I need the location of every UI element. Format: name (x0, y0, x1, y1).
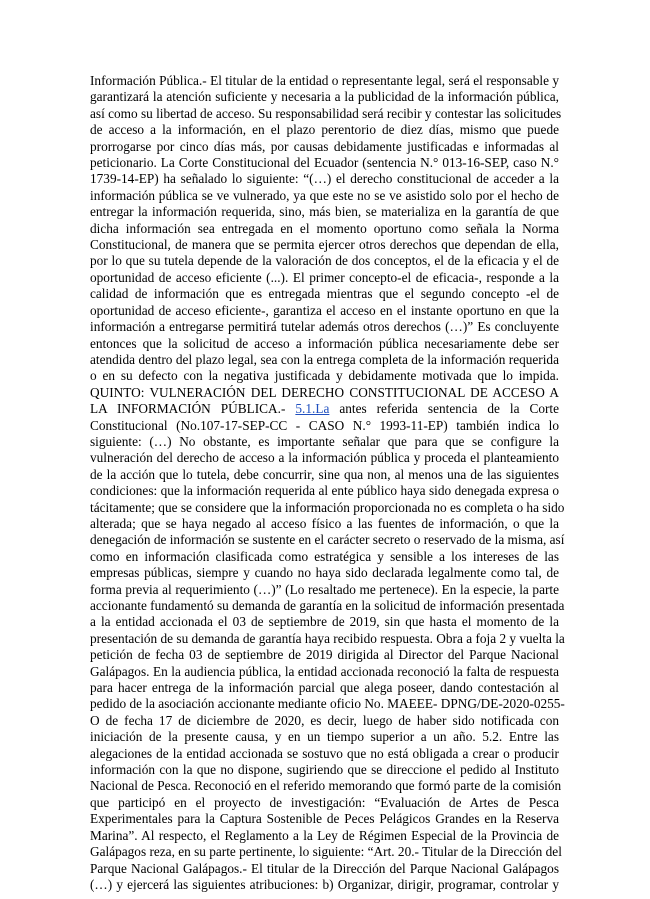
text-line: pedido de la asociación accionante mediante oficio No. MAEEE- DPNG/DE-2020-0255- (90, 696, 565, 712)
text-line: accionante fundamentó su demanda de garantía en la solicitud de información presentada (90, 598, 565, 613)
text-line: calidad de información que es entregada mientras que el segundo concepto -el de (90, 286, 559, 302)
text-line: Galápagos reza, en su parte pertinente, lo siguiente: “Art. 20.- Titular de la Dirección del (90, 844, 562, 860)
text-line: Constitucional (No.107-17-SEP-CC - CASO N.° 1993-11-EP) también indica lo (90, 417, 559, 433)
text-line: Información Pública.- El titular de la entidad o representante legal, será el responsable y (90, 73, 559, 88)
text-line: como en información clasificada como estratégica y sensible a los intereses de las (90, 548, 559, 564)
text-line: información pública se ve vulnerado, ya que este no se ve asistido solo por el hecho de (90, 187, 559, 203)
text-line: entonces que la solicitud de acceso a información pública necesariamente debe ser (90, 335, 559, 351)
text-segment: LA INFORMACIÓN PÚBLICA.- (90, 401, 296, 417)
text-line: oportunidad de acceso eficiente-, garantiza el acceso en el instante oportuno en que la (90, 302, 559, 318)
text-line: Parque Nacional Galápagos.- El titular de la Dirección del Parque Nacional Galápagos (90, 860, 559, 876)
section-link[interactable]: 5.1.La (295, 401, 330, 417)
text-line: condiciones: que la información requerida al ente público haya sido denegada expresa o (90, 483, 559, 499)
text-line: garantizará la atención suficiente y necesaria a la publicidad de la información pública, (90, 89, 559, 105)
text-line: que participó en el proyecto de investigación: “Evaluación de Artes de Pesca (90, 794, 559, 810)
text-line: Constitucional, de manera que se permita ejercer otros derechos que dependan de ella, (90, 237, 559, 253)
text-line: información a entregarse permitirá tutelar además otros derechos (…)” Es concluyente (90, 319, 559, 335)
text-line: peticionario. La Corte Constitucional del Ecuador (sentencia N.° 013-16-SEP, caso N.° (90, 155, 559, 171)
text-line: o en su defecto con la negativa justificada y debidamente motivada que lo impida. (90, 368, 559, 384)
text-line: (…) y ejercerá las siguientes atribuciones: b) Organizar, dirigir, programar, controlar y (90, 876, 559, 892)
text-line: Nacional de Pesca. Reconoció en el referido memorando que formó parte de la comisión (90, 778, 562, 794)
text-line: iniciación de la presente causa, y en un tiempo superior a un año. 5.2. Entre las (90, 729, 559, 745)
text-line: presentación de su demanda de garantía haya recibido respuesta. Obra a foja 2 y vuelta la (90, 630, 565, 646)
text-line: de la acción que lo tutela, debe concurrir, sine qua non, al menos una de las siguientes (90, 466, 559, 482)
text-line: de acceso a la información, en el plazo perentorio de diez días, mismo que puede (90, 122, 559, 138)
text-line: siguiente: (…) No obstante, es importante señalar que para que se configure la (90, 433, 559, 449)
text-line: atendida dentro del plazo legal, sea con la entrega completa de la información requerida (90, 351, 559, 367)
text-line: petición de fecha 03 de septiembre de 2019 dirigida al Director del Parque Nacional (90, 647, 559, 663)
text-line: para hacer entrega de la información parcial que alega poseer, dando contestación al (90, 680, 559, 696)
text-line: denegación de información se sustente en el carácter secreto o reservado de la misma, así (90, 532, 565, 548)
text-line: información con la que no dispone, sugiriendo que se direccione el pedido al Instituto (90, 762, 559, 778)
text-line-with-link (90, 401, 559, 417)
text-line: alterada; que se haya negado al acceso físico a las fuentes de información, o que la (90, 515, 559, 531)
text-line: QUINTO: VULNERACIÓN DEL DERECHO CONSTITUCIONAL DE ACCESO A (90, 384, 559, 400)
text-line: oportunidad de acceso eficiente (...). El primer concepto-el de eficacia-, responde a la (90, 269, 559, 285)
text-line: Experimentales para la Captura Sostenible de Peces Pelágicos Grandes en la Reserva (90, 811, 559, 827)
text-line: a la entidad accionada el 03 de septiembre de 2019, sin que hasta el momento de la (90, 614, 559, 630)
document-body (90, 73, 565, 893)
text-line: dicha información sea entregada en el momento oportuno como señala la Norma (90, 220, 559, 236)
text-line: alegaciones de la entidad accionada se sostuvo que no está obligada a crear o producir (90, 745, 559, 761)
text-line: entregar la información requerida, sino, más bien, se materializa en la garantía de que (90, 204, 559, 220)
text-line: vulneración del derecho de acceso a la información pública y proceda el planteamiento (90, 450, 559, 466)
text-line: tácitamente; que se considere que la información proporcionada no es completa o ha sido (90, 499, 565, 515)
text-line: Galápagos. En la audiencia pública, la entidad accionada reconoció la falta de respuesta (90, 663, 559, 679)
text-line: 1739-14-EP) ha señalado lo siguiente: “(…) el derecho constitucional de acceder a la (90, 171, 559, 187)
text-segment: antes referida sentencia de la Corte (329, 401, 559, 417)
text-line: prorrogarse por cinco días más, por causas debidamente justificadas e informadas al (90, 138, 559, 154)
text-line: así como su libertad de acceso. Su responsabilidad será recibir y contestar las solicitudes (90, 105, 562, 121)
text-line: empresas públicas, siempre y cuando no haya sido declarada legalmente como tal, de (90, 565, 559, 581)
text-line: forma previa al requerimiento (…)” (Lo resaltado me pertenece). En la especie, la parte (90, 581, 559, 597)
text-line: Marina”. Al respecto, el Reglamento a la Ley de Régimen Especial de la Provincia de (90, 827, 559, 843)
text-line: O de fecha 17 de diciembre de 2020, es decir, luego de haber sido notificada con (90, 712, 559, 728)
text-line: por lo que su tutela depende de la valoración de dos conceptos, el de la eficacia y el de (90, 253, 559, 269)
